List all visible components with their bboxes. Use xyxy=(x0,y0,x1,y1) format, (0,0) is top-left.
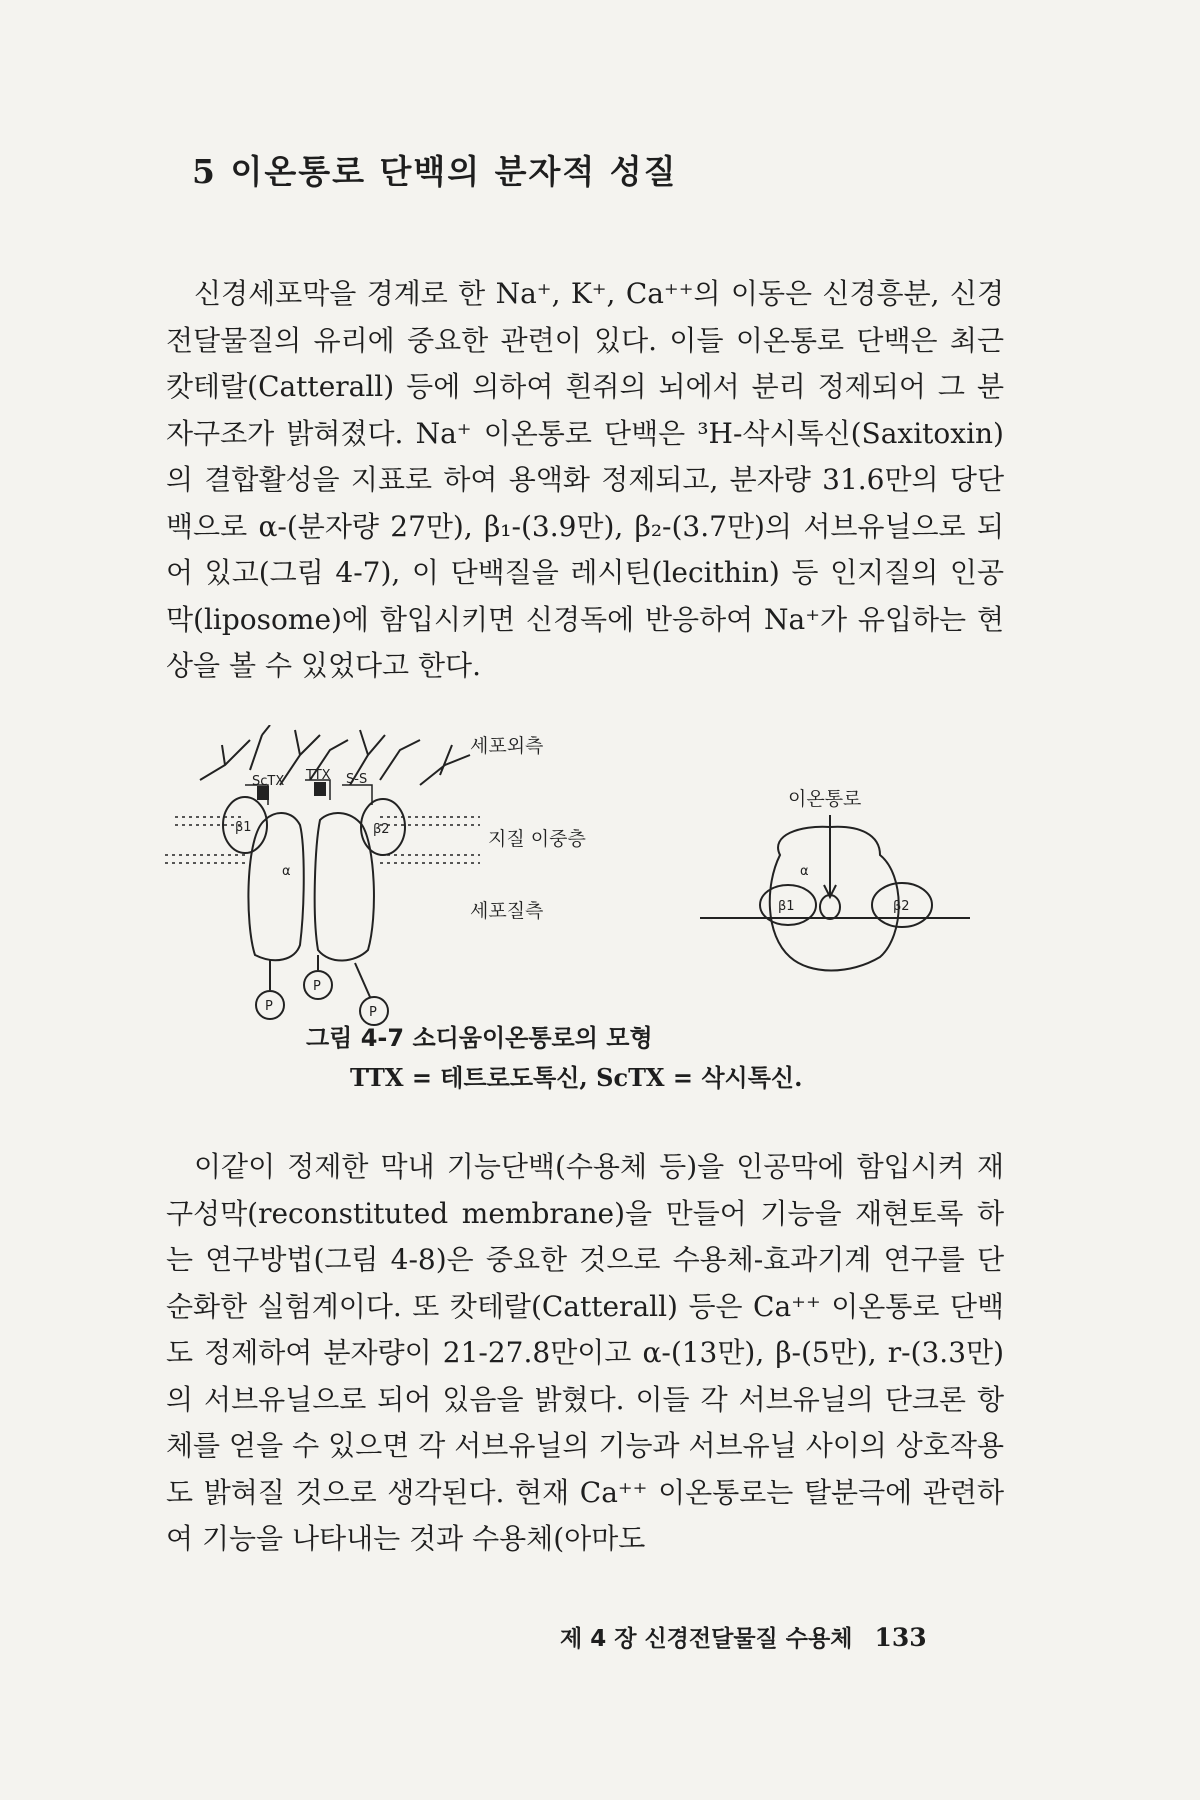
beta2-right-label: β2 xyxy=(893,899,910,914)
bilayer-label: 지질 이중층 xyxy=(488,828,586,850)
beta2-left-label: β2 xyxy=(373,822,390,837)
page-number: 133 xyxy=(874,1623,927,1652)
phosphate-label-1: P xyxy=(265,999,273,1014)
intracellular-label: 세포질측 xyxy=(470,900,544,922)
alpha-left-label: α xyxy=(282,864,291,879)
phosphate-label-2: P xyxy=(313,979,321,994)
extracellular-label: 세포외측 xyxy=(470,735,544,757)
page-footer xyxy=(560,1620,927,1653)
ss-label: S-S xyxy=(346,772,368,787)
ttx-label: TTX xyxy=(306,768,331,783)
figure-caption-legend: TTX = 테트로도톡신, ScTX = 삭시톡신. xyxy=(350,1063,803,1092)
sctx-label: ScTX xyxy=(252,774,285,789)
chapter-running-head: 제 4 장 신경전달물질 수용체 xyxy=(560,1626,853,1652)
ion-channel-label: 이온통로 xyxy=(788,788,862,810)
paragraph-2: 이같이 정제한 막내 기능단백(수용체 등)을 인공막에 함입시켜 재구성막(reconstituted membrane)을 만들어 기능을 재현토록 하는 연구방법(그림 4-8)은 중요한 것으로 수용체-효과기계 연구를 단순화한 실험계이다. 또 캇테랄(Catterall) 등은 Ca⁺⁺ 이온통로 단백도 정제하여 분자량이 21-27.8만이고 α-(13만), β-(5만), r-(3.3만)의 서브유닐으로 되어 있음을 밝혔다. 이들 각 서브유닐의 단크론 항체를 얻을 수 있으면 각 서브유닐의 기능과 서브유닐 사이의 상호작용도 밝혀질 것으로 생각된다. 현재 Ca⁺⁺ 이온통로는 탈분극에 관련하여 기능을 나타내는 것과 수용체(아마도 xyxy=(166,1150,1004,1555)
alpha-right-label: α xyxy=(800,864,809,879)
figure-caption-title: 그림 4-7 소디움이온통로의 모형 xyxy=(306,1024,653,1052)
figure-4-7 xyxy=(0,725,1200,1035)
channel-schematic xyxy=(700,815,970,971)
beta1-right-label: β1 xyxy=(778,899,795,914)
paragraph-1: 신경세포막을 경계로 한 Na⁺, K⁺, Ca⁺⁺의 이동은 신경흥분, 신경전달물질의 유리에 중요한 관련이 있다. 이들 이온통로 단백은 최근 캇테랄(Catterall) 등에 의하여 흰쥐의 뇌에서 분리 정제되어 그 분자구조가 밝혀졌다. Na⁺ 이온통로 단백은 ³H-삭시톡신(Saxitoxin)의 결합활성을 지표로 하여 용액화 정제되고, 분자량 31.6만의 당단백으로 α-(분자량 27만), β₁-(3.9만), β₂-(3.7만)의 서브유닐으로 되어 있고(그림 4-7), 이 단백질을 레시틴(lecithin) 등 인지질의 인공막(liposome)에 함입시키면 신경독에 반응하여 Na⁺가 유입하는 현상을 볼 수 있었다고 한다. xyxy=(166,277,1004,682)
phosphate-label-3: P xyxy=(369,1005,377,1020)
beta1-left-label: β1 xyxy=(235,820,252,835)
sodium-channel-diagram xyxy=(0,725,1200,1035)
section-title: 5 이온통로 단백의 분자적 성질 xyxy=(192,152,678,191)
